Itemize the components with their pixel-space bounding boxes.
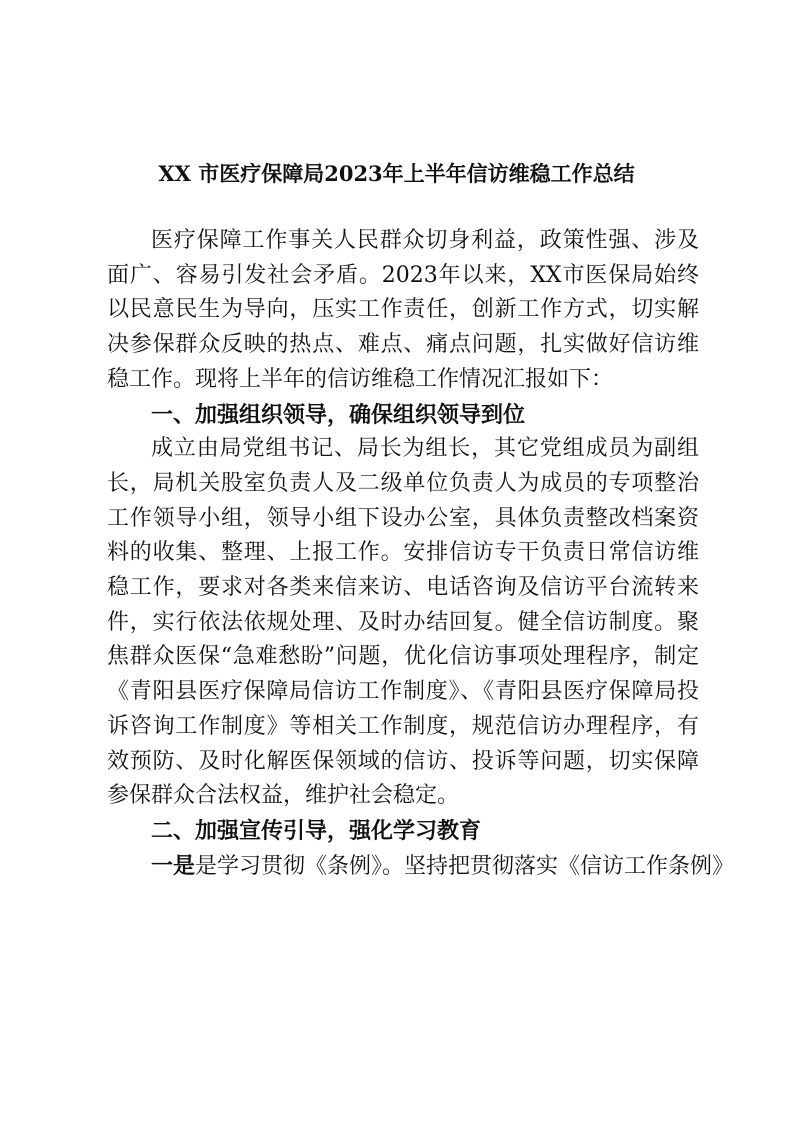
intro-paragraph: 医疗保障工作事关人民群众切身利益，政策性强、涉及面广、容易引发社会矛盾。2023年以来，XX市医保局始终以民意民生为导向，压实工作责任，创新工作方式，切实解决参保群众反映的热点、难点、痛点问题，扎实做好信访维稳工作。现将上半年的信访维稳工作情况汇报如下： (107, 228, 699, 392)
document-title: XX 市医疗保障局2023年上半年信访维稳工作总结 (158, 161, 635, 186)
document-body (107, 224, 735, 884)
section-heading-2: 二、加强宣传引导，强化学习教育 (151, 817, 482, 844)
section-body-1: 成立由局党组书记、局长为组长，其它党组成员为副组长，局机关股室负责人及二级单位负责人为成员的专项整治工作领导小组，领导小组下设办公室，具体负责整改档案资料的收集、整理、上报工作。安排信访专干负责日常信访维稳工作，要求对各类来信来访、电话咨询及信访平台流转来件，实行依法依规处理、及时办结回复。健全信访制度。聚焦群众医保“急难愁盼”问题，优化信访事项处理程序，制定《青阳县医疗保障局信访工作制度》、《青阳县医疗保障局投诉咨询工作制度》等相关工作制度，规范信访办理程序，有效预防、及时化解医保领域的信访、投诉等问题，切实保障参保群众合法权益，维护社会稳定。 (107, 436, 699, 809)
section-body-2 (107, 849, 735, 885)
section-body-2-text: 是学习贯彻《条例》。坚持把贯彻落实《信访工作条例》 (195, 853, 735, 879)
section-lead-text: 一是 (151, 852, 196, 879)
section-heading-1: 一、加强组织领导，确保组织领导到位 (151, 401, 526, 428)
